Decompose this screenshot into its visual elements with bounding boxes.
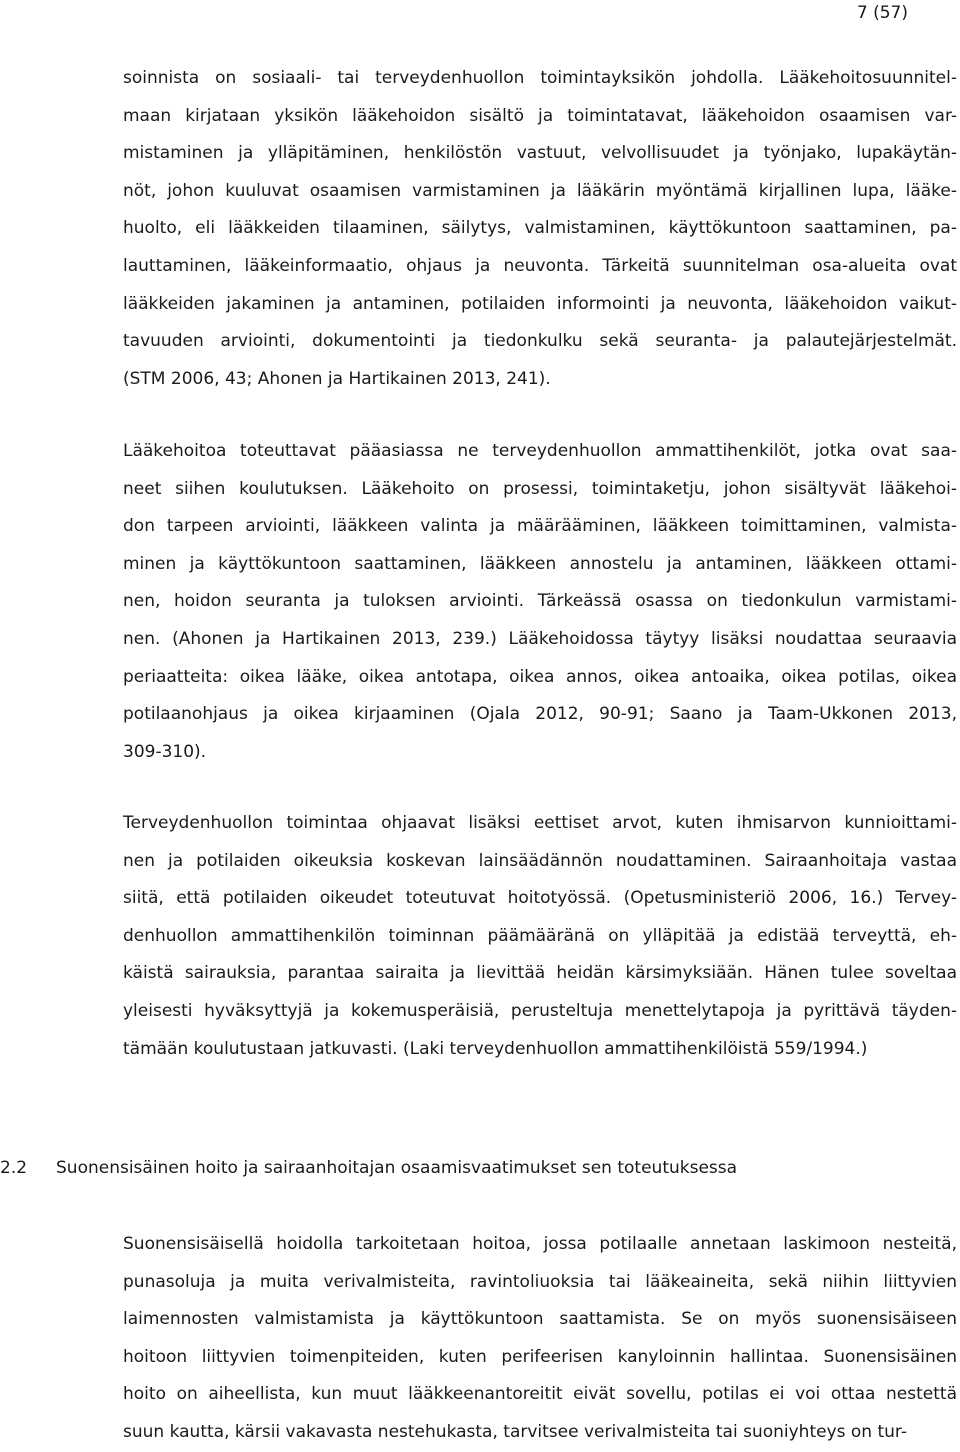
text-line: laimennosten valmistamista ja käyttökuntoon saattamista. Se on myös suonensisäiseen <box>123 1309 957 1330</box>
text-line: käistä sairauksia, parantaa sairaita ja lievittää heidän kärsimyksiään. Hänen tulee soveltaa <box>123 963 957 984</box>
text-line: tavuuden arviointi, dokumentointi ja tiedonkulku sekä seuranta- ja palautejärjestelmät. <box>123 331 957 352</box>
text-line: potilaanohjaus ja oikea kirjaaminen (Ojala 2012, 90-91; Saano ja Taam-Ukkonen 2013, <box>123 704 957 725</box>
text-line: periaatteita: oikea lääke, oikea antotapa, oikea annos, oikea antoaika, oikea potilas, oikea <box>123 666 957 687</box>
text-line: nen. (Ahonen ja Hartikainen 2013, 239.) Lääkehoidossa täytyy lisäksi noudattaa seuraavia <box>123 628 957 649</box>
paragraph-medication-process <box>123 433 957 771</box>
text-line: 309-310). <box>123 741 207 762</box>
paragraph-intravenous-therapy <box>123 1226 957 1452</box>
text-line: hoito on aiheellista, kun muut lääkkeenantoreitit eivät sovellu, potilas ei voi ottaa nestettä <box>123 1384 957 1405</box>
paragraph-medication-plan <box>123 60 957 398</box>
section-number: 2.2 <box>0 1158 28 1178</box>
text-line: tämään koulutustaan jatkuvasti. (Laki terveydenhuollon ammattihenkilöistä 559/1994.) <box>123 1038 868 1059</box>
text-line: mistaminen ja ylläpitäminen, henkilöstön vastuut, velvollisuudet ja työnjako, lupakäytän- <box>123 143 957 164</box>
text-line: suun kautta, kärsii vakavasta nestehukasta, tarvitsee verivalmisteita tai suoniyhteys on tur- <box>123 1421 907 1442</box>
text-line: nöt, johon kuuluvat osaamisen varmistaminen ja lääkärin myöntämä kirjallinen lupa, lääke- <box>123 180 957 201</box>
text-line: hoitoon liittyvien toimenpiteiden, kuten perifeerisen kanyloinnin hallintaa. Suonensisäinen <box>123 1346 957 1367</box>
text-line: nen, hoidon seuranta ja tuloksen arviointi. Tärkeässä osassa on tiedonkulun varmistami- <box>123 591 957 612</box>
text-line: Suonensisäisellä hoidolla tarkoitetaan hoitoa, jossa potilaalle annetaan laskimoon nesteitä, <box>123 1234 957 1254</box>
text-line: minen ja käyttökuntoon saattaminen, lääkkeen annostelu ja antaminen, lääkkeen ottami- <box>123 553 957 574</box>
text-line: soinnista on sosiaali- tai terveydenhuollon toimintayksikön johdolla. Lääkehoitosuunnitel- <box>123 68 957 88</box>
text-line: neet siihen koulutuksen. Lääkehoito on prosessi, toimintaketju, johon sisältyvät lääkehoi- <box>123 478 957 499</box>
text-line: siitä, että potilaiden oikeudet toteutuvat hoitotyössä. (Opetusministeriö 2006, 16.) Tervey- <box>123 888 957 909</box>
text-line: lauttaminen, lääkeinformaatio, ohjaus ja neuvonta. Tärkeitä suunnitelman osa-alueita ovat <box>123 255 957 276</box>
text-line: maan kirjataan yksikön lääkehoidon sisältö ja toimintatavat, lääkehoidon osaamisen var- <box>123 105 957 126</box>
text-line: lääkkeiden jakaminen ja antaminen, potilaiden informointi ja neuvonta, lääkehoidon vaikut- <box>123 293 957 314</box>
text-line: (STM 2006, 43; Ahonen ja Hartikainen 2013, 241). <box>123 368 551 389</box>
section-title: Suonensisäinen hoito ja sairaanhoitajan osaamisvaatimukset sen toteutuksessa <box>56 1158 738 1178</box>
text-line: Lääkehoitoa toteuttavat pääasiassa ne terveydenhuollon ammattihenkilöt, jotka ovat saa- <box>123 441 957 461</box>
text-line: huolto, eli lääkkeiden tilaaminen, säilytys, valmistaminen, käyttökuntoon saattaminen, pa- <box>123 218 957 239</box>
page-number: 7 (57) <box>856 3 908 23</box>
text-line: don tarpeen arviointi, lääkkeen valinta ja määrääminen, lääkkeen toimittaminen, valmista- <box>123 516 957 537</box>
paragraph-ethical-values <box>123 805 957 1068</box>
text-line: denhuollon ammattihenkilön toiminnan päämääränä on ylläpitää ja edistää terveyttä, eh- <box>123 925 957 946</box>
text-line: Terveydenhuollon toimintaa ohjaavat lisäksi eettiset arvot, kuten ihmisarvon kunnioittami- <box>123 813 957 833</box>
text-line: punasoluja ja muita verivalmisteita, ravintoliuoksia tai lääkeaineita, sekä niihin liittyvien <box>123 1271 957 1292</box>
text-line: yleisesti hyväksyttyjä ja kokemusperäisiä, perusteltuja menettelytapoja ja pyrittävä täyden- <box>123 1000 957 1021</box>
text-line: nen ja potilaiden oikeuksia koskevan lainsäädännön noudattaminen. Sairaanhoitaja vastaa <box>123 850 957 871</box>
